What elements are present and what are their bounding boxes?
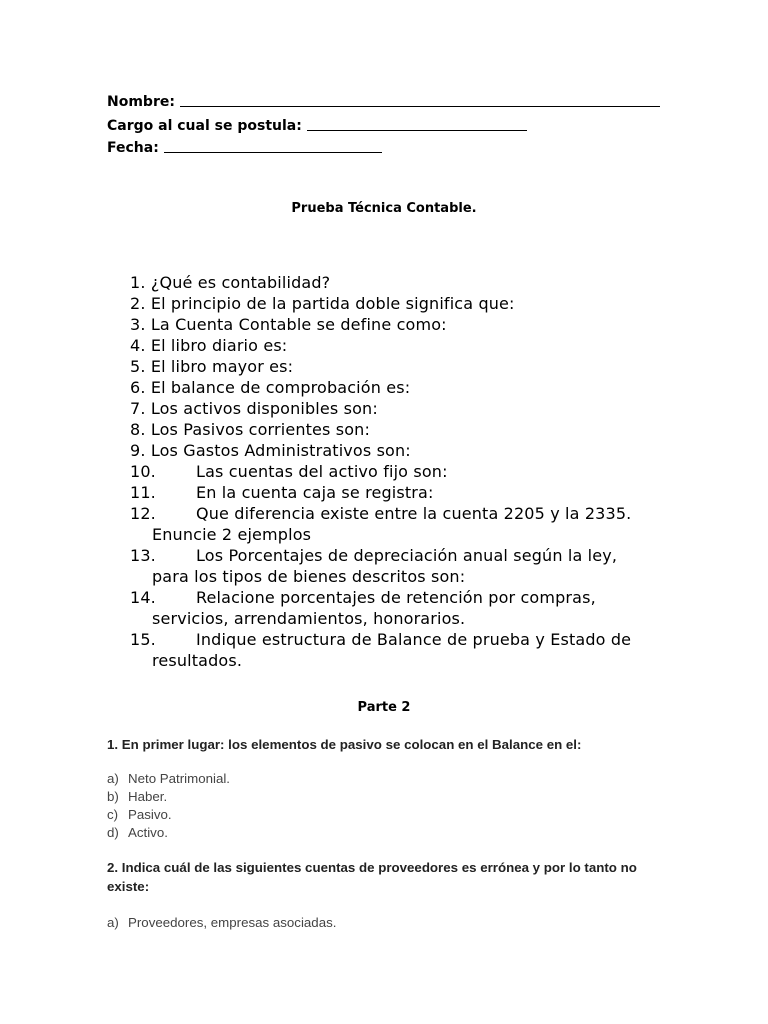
question-item — [130, 545, 670, 566]
question-text: La Cuenta Contable se define como: — [150, 315, 447, 334]
question-continuation: para los tipos de bienes descritos son: — [152, 567, 466, 586]
question-number: 1. — [130, 273, 146, 292]
question-number: 15. — [130, 630, 156, 649]
option-item — [107, 824, 230, 842]
question-text: El libro diario es: — [150, 336, 288, 355]
parte2-options-2 — [107, 914, 336, 932]
question-text: Los activos disponibles son: — [150, 399, 378, 418]
question-text: Los Pasivos corrientes son: — [150, 420, 371, 439]
document-title: Prueba Técnica Contable. — [291, 201, 477, 216]
question-continuation: servicios, arrendamientos, honorarios. — [152, 609, 466, 628]
parte2-options-1 — [107, 770, 230, 842]
option-letter: a) — [107, 915, 119, 930]
option-text: Activo. — [128, 825, 168, 840]
question-number: 11. — [130, 483, 156, 502]
question-item — [130, 419, 670, 440]
option-letter: a) — [107, 771, 119, 786]
question-item — [130, 377, 670, 398]
question-number: 4. — [130, 336, 146, 355]
question-text: Que diferencia existe entre la cuenta 2205 y la 2335. — [196, 504, 632, 523]
question-item — [130, 356, 670, 377]
nombre-blank-line — [180, 105, 660, 107]
question-item — [130, 503, 670, 524]
question-item — [130, 587, 670, 608]
option-letter: d) — [107, 825, 119, 840]
question-number: 13. — [130, 546, 156, 565]
option-item — [107, 788, 230, 806]
fecha-label: Fecha: — [107, 140, 159, 156]
question-text: El principio de la partida doble significa que: — [150, 294, 515, 313]
nombre-label: Nombre: — [107, 94, 175, 110]
question-item — [130, 398, 670, 419]
parte2-question-1: 1. En primer lugar: los elementos de pasivo se colocan en el Balance en el: — [107, 737, 582, 752]
fecha-field — [107, 139, 382, 157]
question-number: 12. — [130, 504, 156, 523]
question-item — [130, 272, 670, 293]
question-text: ¿Qué es contabilidad? — [150, 273, 331, 292]
option-text: Proveedores, empresas asociadas. — [128, 915, 337, 930]
option-item — [107, 770, 230, 788]
option-letter: c) — [107, 807, 119, 822]
question-number: 5. — [130, 357, 146, 376]
option-item — [107, 806, 230, 824]
fecha-blank-line — [164, 151, 382, 153]
question-text: Indique estructura de Balance de prueba y Estado de — [196, 630, 632, 649]
option-item — [107, 914, 336, 932]
question-text: Los Gastos Administrativos son: — [150, 441, 411, 460]
question-continuation: resultados. — [152, 651, 243, 670]
parte2-question-2: 2. Indica cuál de las siguientes cuentas de proveedores es errónea y por lo tanto no existe: — [107, 860, 637, 894]
cargo-field — [107, 117, 527, 135]
option-text: Pasivo. — [128, 807, 172, 822]
question-item — [130, 314, 670, 335]
option-letter: b) — [107, 789, 119, 804]
question-text: Las cuentas del activo fijo son: — [196, 462, 448, 481]
option-text: Neto Patrimonial. — [128, 771, 230, 786]
question-number: 6. — [130, 378, 146, 397]
parte2-title: Parte 2 — [357, 700, 411, 715]
question-text: El libro mayor es: — [150, 357, 294, 376]
question-number: 2. — [130, 294, 146, 313]
question-number: 3. — [130, 315, 146, 334]
question-number: 9. — [130, 441, 146, 460]
question-continuation: Enuncie 2 ejemplos — [152, 525, 312, 544]
question-number: 14. — [130, 588, 156, 607]
question-number: 7. — [130, 399, 146, 418]
cargo-label: Cargo al cual se postula: — [107, 118, 302, 134]
question-text: Relacione porcentajes de retención por compras, — [196, 588, 596, 607]
question-list — [130, 272, 670, 671]
question-number: 8. — [130, 420, 146, 439]
question-item — [130, 440, 670, 461]
question-number: 10. — [130, 462, 156, 481]
question-item — [130, 629, 670, 650]
cargo-blank-line — [307, 129, 527, 131]
nombre-field — [107, 93, 660, 111]
question-text: El balance de comprobación es: — [150, 378, 411, 397]
question-text: Los Porcentajes de depreciación anual según la ley, — [196, 546, 618, 565]
question-text: En la cuenta caja se registra: — [196, 483, 434, 502]
question-item — [130, 482, 670, 503]
question-item — [130, 335, 670, 356]
question-item — [130, 461, 670, 482]
question-item — [130, 293, 670, 314]
option-text: Haber. — [128, 789, 168, 804]
